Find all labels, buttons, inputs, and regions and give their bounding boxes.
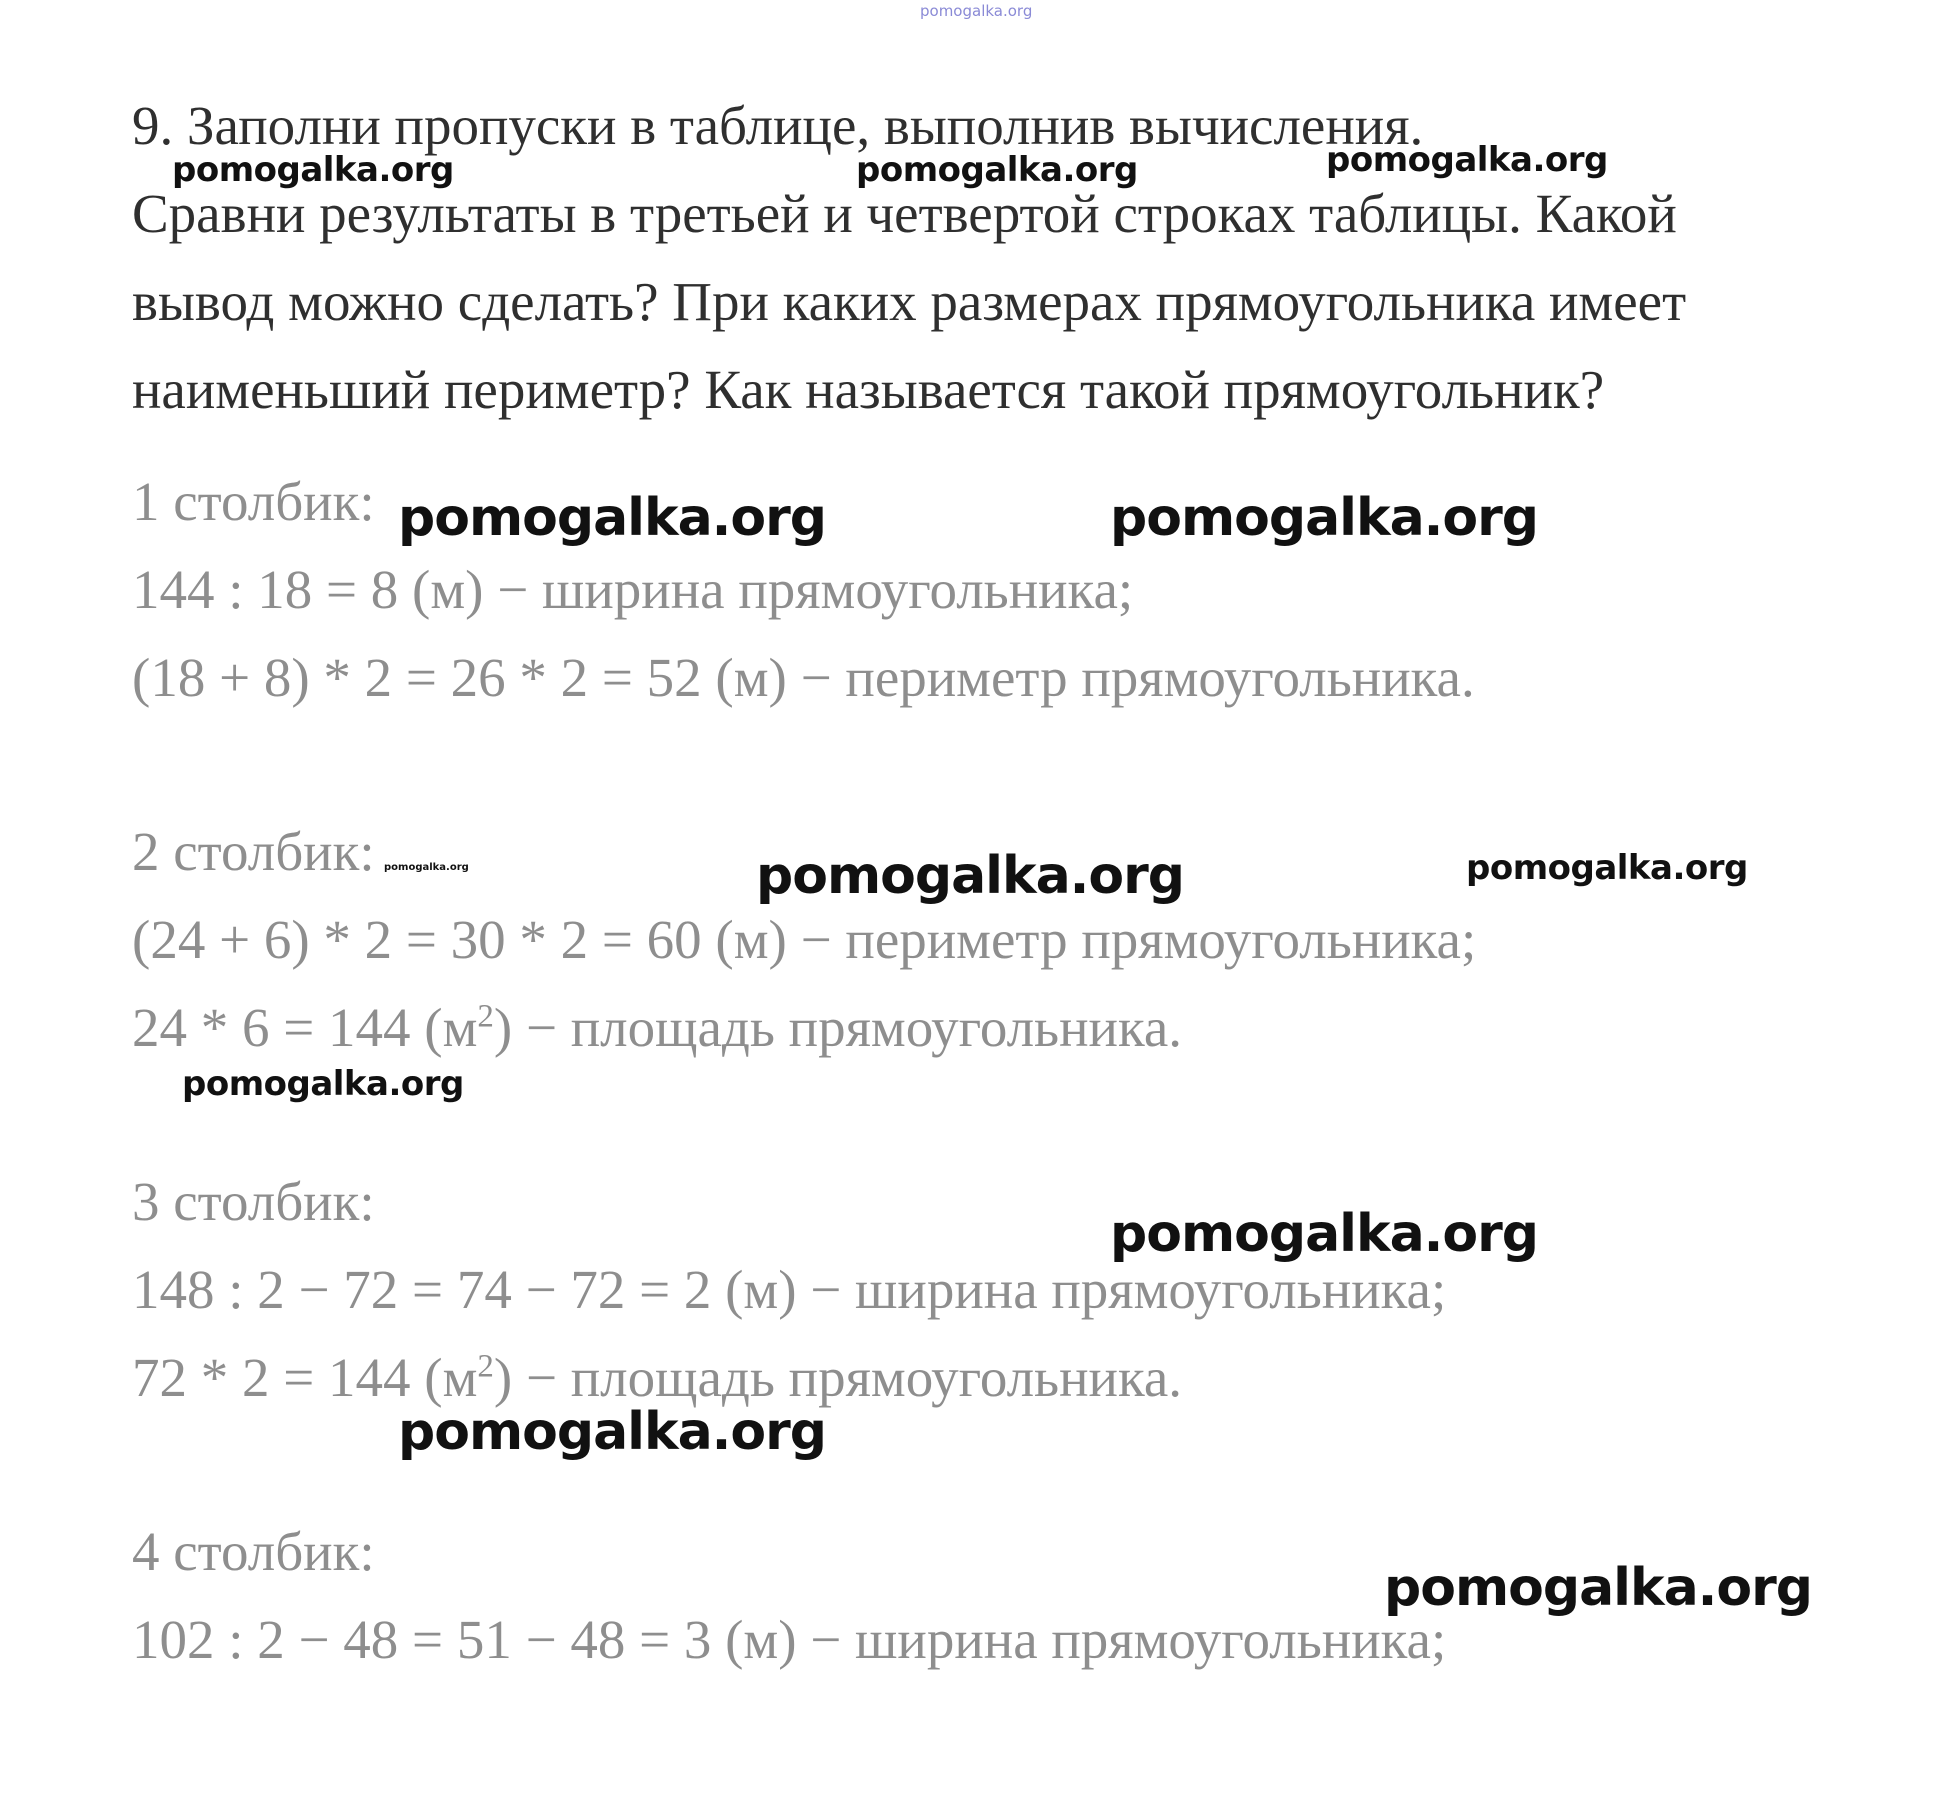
watermark-logo: pomogalka.org — [1110, 1204, 1539, 1264]
watermark-logo: pomogalka.org — [920, 2, 1033, 20]
watermark-logo: pomogalka.org — [1110, 488, 1539, 548]
watermark-logo: pomogalka.org — [856, 150, 1138, 190]
column-1-line-1: 144 : 18 = 8 (м) − ширина прямоугольника; — [132, 559, 1134, 620]
column-1-heading: 1 столбик: — [132, 471, 375, 532]
watermark-logo: pomogalka.org — [182, 1064, 464, 1104]
column-2-line-2: 24 * 6 = 144 $(м^2)$ − площадь прямоугольника. — [132, 997, 1183, 1058]
watermark-logo: pomogalka.org — [1466, 848, 1748, 888]
watermark-logo: pomogalka.org — [384, 862, 469, 873]
column-1-line-2: (18 + 8) * 2 = 26 * 2 = 52 (м) − периметр прямоугольника. — [132, 647, 1475, 708]
solution-column-1 — [132, 458, 1832, 722]
watermark-logo: pomogalka.org — [1384, 1558, 1813, 1618]
column-2-line-1: (24 + 6) * 2 = 30 * 2 = 60 (м) − периметр прямоугольника; — [132, 909, 1477, 970]
task-statement — [132, 82, 1832, 434]
task-line-4: наименьший периметр? Как называется такой прямоугольник? — [132, 359, 1605, 420]
watermark-logo: pomogalka.org — [172, 150, 454, 190]
solution-column-3 — [132, 1158, 1832, 1422]
watermark-logo: pomogalka.org — [398, 488, 827, 548]
task-title: 9. Заполни пропуски в таблице, выполнив вычисления. — [132, 95, 1424, 156]
column-3-line-2: 72 * 2 = 144 $(м^2)$ − площадь прямоугольника. — [132, 1347, 1183, 1408]
task-line-3: вывод можно сделать? При каких размерах прямоугольника имеет — [132, 271, 1687, 332]
column-3-line-1: 148 : 2 − 72 = 74 − 72 = 2 (м) − ширина прямоугольника; — [132, 1259, 1447, 1320]
task-line-2: Сравни результаты в третьей и четвертой строках таблицы. Какой — [132, 183, 1677, 244]
column-4-line-1: 102 : 2 − 48 = 51 − 48 = 3 (м) − ширина прямоугольника; — [132, 1609, 1447, 1670]
watermark-logo: pomogalka.org — [398, 1402, 827, 1462]
watermark-logo: pomogalka.org — [1326, 140, 1608, 180]
column-2-heading: 2 столбик: — [132, 821, 375, 882]
column-4-heading: 4 столбик: — [132, 1521, 375, 1582]
watermark-logo: pomogalka.org — [756, 846, 1185, 906]
column-3-heading: 3 столбик: — [132, 1171, 375, 1232]
